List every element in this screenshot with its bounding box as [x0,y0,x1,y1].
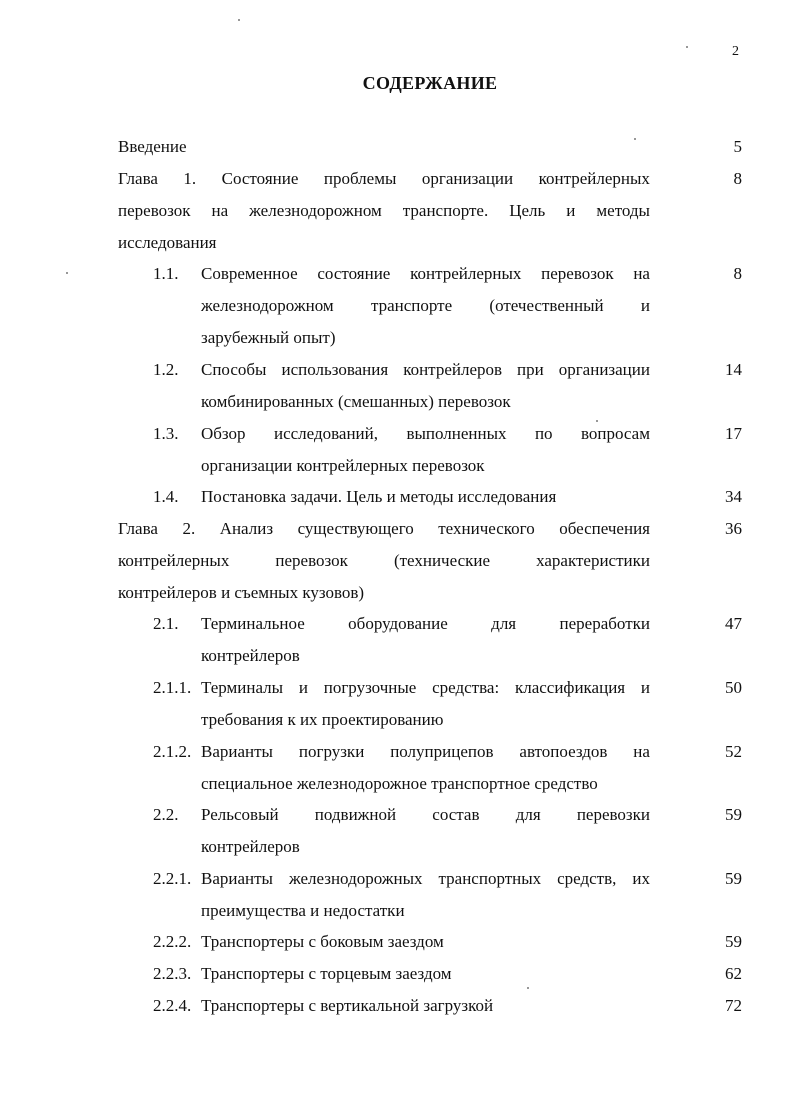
toc-entry-number: 2.2.1. [153,869,192,888]
toc-entry-title-line: Способы использования контрейлеров при организации [201,360,650,379]
toc-entry-title-line: требования к их проектированию [201,710,444,729]
toc-entry-page-number: 47 [725,614,742,633]
toc-entry-title-line: контрейлеров [201,646,300,665]
toc-entry-title-line: Глава 2. Анализ существующего технического обеспечения [118,519,650,538]
toc-entry-page-number: 62 [725,964,742,983]
toc-entry-number: 2.2.2. [153,932,192,951]
toc-entry-page-number: 8 [733,169,742,188]
toc-entry-page-number: 52 [725,742,742,761]
toc-entry-number: 2.2.3. [153,964,192,983]
toc-entry-title-line: контрейлеров и съемных кузовов) [118,583,365,602]
toc-entry-title-line: контрейлеров [201,837,300,856]
toc-entry-title-line: контрейлерных перевозок (технические характеристики [118,551,650,570]
toc-entry-title-line: Терминалы и погрузочные средства: классификация и [201,678,650,697]
toc-entry-page-number: 59 [725,869,742,888]
scan-speck [238,19,240,21]
toc-entry-title-line: Рельсовый подвижной состав для перевозки [201,805,650,824]
toc-entry-title-line: перевозок на железнодорожном транспорте. Цель и методы [118,201,650,220]
toc-entry-page-number: 5 [733,137,742,156]
toc-entry-number: 1.3. [153,424,179,443]
scan-speck [686,46,688,48]
toc-entry-title-line: специальное железнодорожное транспортное средство [201,774,598,793]
toc-entry-title-line: Постановка задачи. Цель и методы исследования [201,487,557,506]
toc-entry-title-line: Терминальное оборудование для переработки [201,614,650,633]
toc-entry-title-line: зарубежный опыт) [201,328,336,347]
toc-entry-title-line: железнодорожном транспорте (отечественный и [201,296,650,315]
toc-entry-page-number: 14 [725,360,742,379]
toc-entry-number: 1.1. [153,264,179,283]
toc-entry-page-number: 8 [733,264,742,283]
toc-entry-title-line: Транспортеры с боковым заездом [201,932,444,951]
toc-entry-title-line: Глава 1. Состояние проблемы организации контрейлерных [118,169,650,188]
toc-entry-title-line: исследования [118,233,217,252]
scan-speck [527,987,529,989]
toc-entry-title-line: Транспортеры с вертикальной загрузкой [201,996,494,1015]
toc-entry-page-number: 34 [725,487,742,506]
toc-entry-number: 2.1.2. [153,742,192,761]
toc-entry-title-line: Обзор исследований, выполненных по вопросам [201,424,650,443]
toc-entry-title-line: Варианты погрузки полуприцепов автопоездов на [201,742,650,761]
scan-speck [634,138,636,140]
toc-entry-page-number: 36 [725,519,742,538]
toc-entry-number: 1.4. [153,487,179,506]
toc-entry-title-line: преимущества и недостатки [201,901,405,920]
toc-entry-title-line: Транспортеры с торцевым заездом [201,964,452,983]
toc-entry-title-line: организации контрейлерных перевозок [201,456,485,475]
toc-entry-number: 1.2. [153,360,179,379]
toc-entry-number: 2.2. [153,805,179,824]
toc-entry-number: 2.1. [153,614,179,633]
toc-entry-title-line: Варианты железнодорожных транспортных средств, их [201,869,650,888]
toc-entry-title-line: Введение [118,137,187,156]
toc-entry-page-number: 72 [725,996,742,1015]
toc-entry-number: 2.1.1. [153,678,192,697]
toc-entry-page-number: 59 [725,805,742,824]
toc-entry-title-line: Современное состояние контрейлерных перевозок на [201,264,650,283]
toc-entry-title-line: комбинированных (смешанных) перевозок [201,392,511,411]
toc-entry-page-number: 59 [725,932,742,951]
scan-speck [66,272,68,274]
toc-entry-page-number: 17 [725,424,742,443]
toc-entry-page-number: 50 [725,678,742,697]
scan-speck [596,420,598,422]
page-title: СОДЕРЖАНИЕ [362,73,498,93]
toc-entry-number: 2.2.4. [153,996,192,1015]
page-number: 2 [732,44,739,59]
